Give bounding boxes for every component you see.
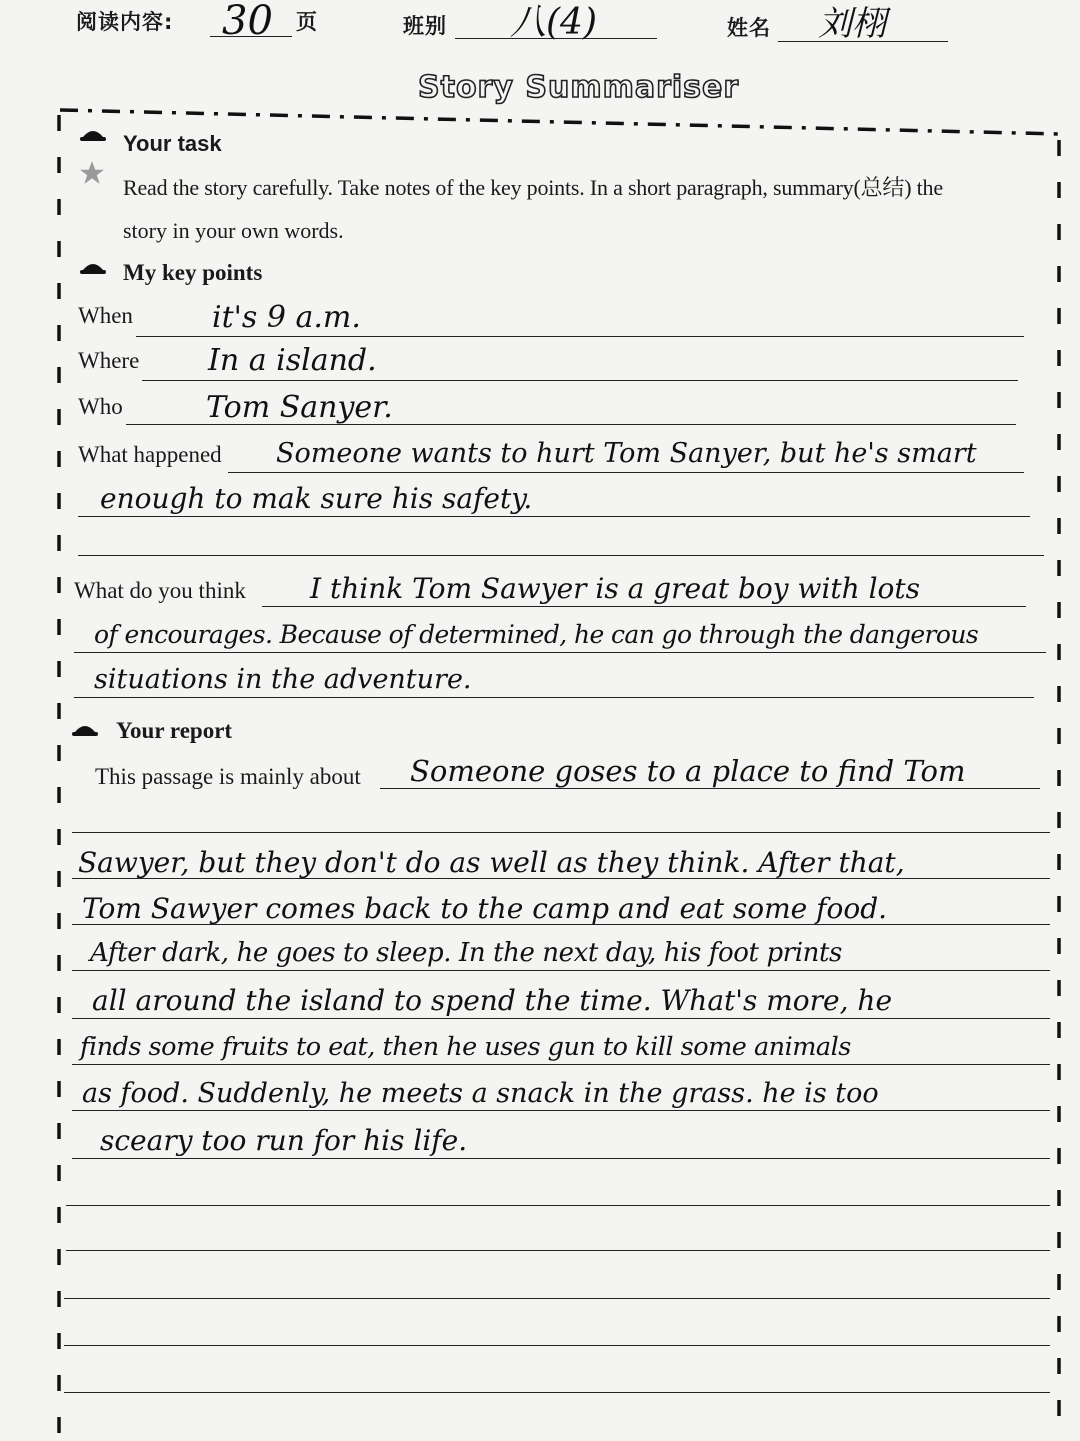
what-do-you-think-answer-line2: of encourages. Because of determined, he can go through the dangerous [94, 620, 979, 649]
what-happened-answer-line1: Someone wants to hurt Tom Sanyer, but he's smart [276, 438, 977, 469]
key-points-heading: My key points [123, 260, 263, 285]
who-answer: Tom Sanyer. [206, 390, 393, 425]
when-answer: it's 9 a.m. [212, 300, 361, 335]
task-instruction-line2: story in your own words. [123, 218, 344, 243]
report-answer-line4: all around the island to spend the time. What's more, he [92, 984, 893, 1017]
reading-content-label: 阅读内容: [76, 10, 174, 34]
when-label: When [78, 303, 133, 328]
what-happened-label: What happened [78, 442, 222, 467]
hat-icon [72, 720, 98, 738]
report-answer-line1: Sawyer, but they don't do as well as they think. After that, [78, 846, 905, 879]
report-answer-line7: sceary too run for his life. [100, 1124, 468, 1157]
name-value: 刘栩 [818, 4, 886, 44]
blank-line [64, 1345, 1050, 1346]
where-answer: In a island. [208, 343, 377, 378]
what-do-you-think-answer-line3: situations in the adventure. [94, 664, 472, 695]
blank-line [66, 1250, 1050, 1251]
blank-line [64, 1298, 1050, 1299]
what-happened-answer-line2: enough to mak sure his safety. [100, 482, 533, 515]
report-answer-line6: as food. Suddenly, he meets a snack in the grass. he is too [82, 1078, 879, 1109]
report-answer-line3: After dark, he goes to sleep. In the next day, his foot prints [90, 938, 842, 968]
frame-left-border [56, 115, 62, 1441]
report-answer-line2: Tom Sawyer comes back to the camp and eat some food. [82, 892, 888, 925]
task-instruction-line1: Read the story carefully. Take notes of the key points. In a short paragraph, summary(总结) the [123, 175, 943, 200]
reading-content-value: 30 [222, 0, 273, 44]
blank-line [66, 1205, 1050, 1206]
report-answer-line0: Someone goses to a place to find Tom [410, 754, 966, 788]
page-unit-label: 页 [296, 10, 318, 34]
who-label: Who [78, 394, 123, 419]
report-answer-line5: finds some fruits to eat, then he uses gun to kill some animals [80, 1032, 851, 1062]
what-do-you-think-answer-line1: I think Tom Sawyer is a great boy with lots [310, 572, 921, 605]
what-do-you-think-label: What do you think [74, 578, 246, 603]
star-icon [79, 160, 105, 186]
report-heading: Your report [116, 718, 233, 743]
class-value: 八(4) [510, 2, 597, 43]
report-prompt: This passage is mainly about [95, 764, 361, 789]
hat-icon [80, 258, 106, 276]
hat-icon [80, 125, 106, 143]
where-label: Where [78, 348, 140, 373]
name-label: 姓名 [727, 16, 771, 40]
frame-right-border [1056, 140, 1062, 1440]
worksheet-title: Story Summariser [418, 70, 740, 105]
blank-line [64, 1392, 1050, 1393]
class-label: 班别 [403, 14, 447, 38]
task-heading: Your task [123, 131, 222, 156]
